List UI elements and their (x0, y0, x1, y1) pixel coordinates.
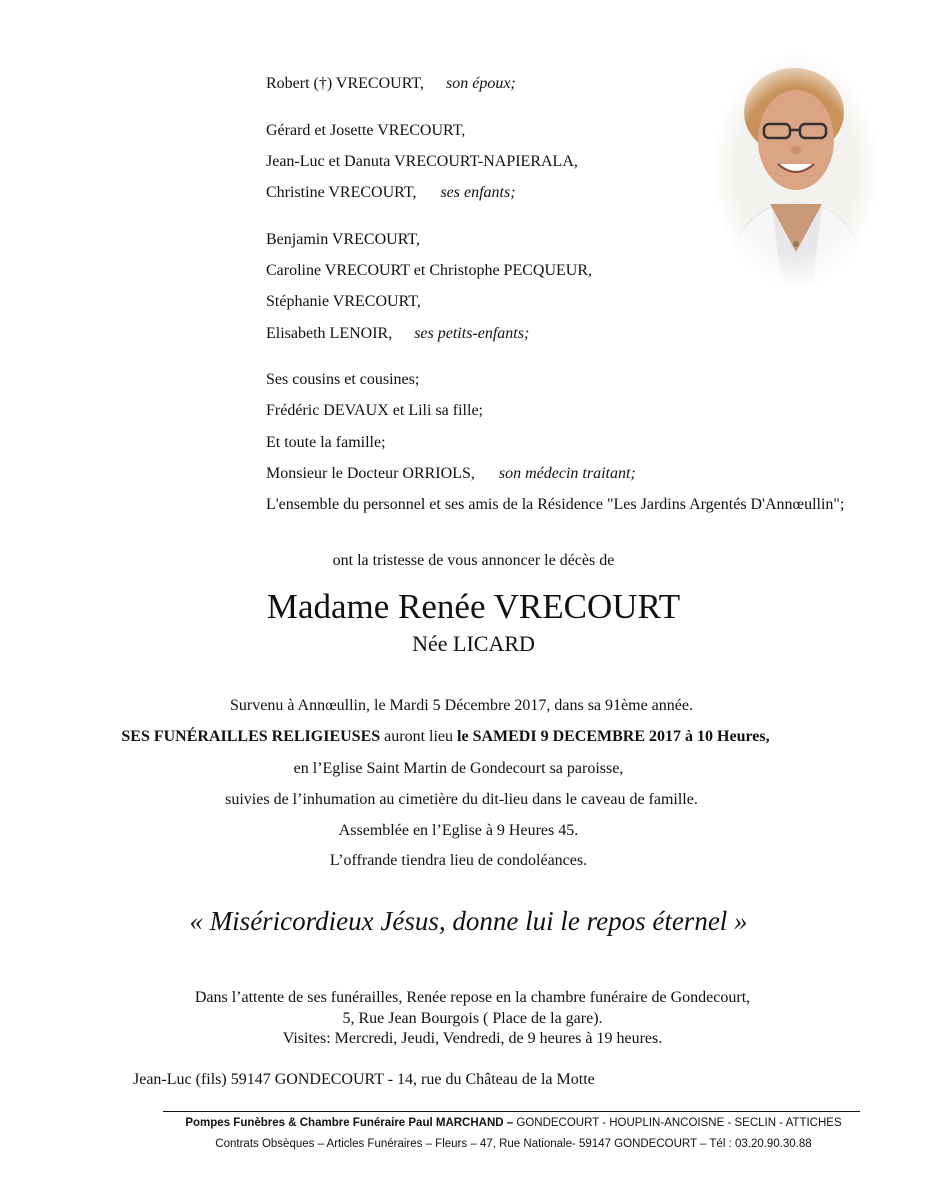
funeral-line (0, 728, 919, 746)
funeral-heading: SES FUNÉRAILLES RELIGIEUSES (121, 728, 381, 745)
visitation-line-1: Dans l’attente de ses funérailles, Renée repose en la chambre funéraire de Gondecourt, (194, 989, 751, 1006)
grandchildren-role: ses petits-enfants; (414, 325, 530, 342)
doctor-role: son médecin traitant; (498, 465, 636, 482)
grandchild-4-line (266, 325, 529, 343)
other-1: Ses cousins et cousines; (266, 371, 420, 388)
church-line: en l’Eglise Saint Martin de Gondecourt sa paroisse, (293, 760, 624, 777)
announcement: ont la tristesse de vous annoncer le décès de (332, 552, 615, 569)
burial-line: suivies de l’inhumation au cimetière du dit-lieu dans le caveau de famille. (225, 791, 698, 808)
assembly-line: Assemblée en l’Eglise à 9 Heures 45. (338, 822, 579, 839)
children-role: ses enfants; (440, 184, 516, 201)
child-3-line (266, 184, 516, 202)
footer-contact: Contrats Obsèques – Articles Funéraires – Fleurs – 47, Rue Nationale- 59147 GONDECOURT – Tél : 03.20.90.30.88 (215, 1138, 812, 1150)
footer-divider (163, 1111, 860, 1112)
spouse-line (266, 75, 516, 93)
deceased-maiden-name: Née LICARD (412, 631, 535, 656)
visitation-line-2: 5, Rue Jean Bourgois ( Place de la gare). (342, 1010, 603, 1027)
footer-company-locations: GONDECOURT - HOUPLIN-ANCOISNE - SECLIN - ATTICHES (513, 1117, 842, 1129)
other-2: Frédéric DEVAUX et Lili sa fille; (266, 402, 483, 419)
spouse-role: son époux; (446, 75, 516, 92)
other-5: L'ensemble du personnel et ses amis de la Résidence "Les Jardins Argentés D'Annœullin"; (266, 496, 845, 513)
deceased-photo (712, 52, 880, 288)
doctor-line (266, 465, 636, 483)
child-2: Jean-Luc et Danuta VRECOURT-NAPIERALA, (266, 153, 578, 170)
grandchild-3: Stéphanie VRECOURT, (266, 293, 421, 310)
grandchild-2: Caroline VRECOURT et Christophe PECQUEUR, (266, 262, 592, 279)
child-3: Christine VRECOURT, (266, 184, 417, 201)
footer-company-name: Pompes Funèbres & Chambre Funéraire Paul MARCHAND – (185, 1117, 514, 1129)
offering-line: L’offrande tiendra lieu de condoléances. (329, 852, 588, 869)
child-1: Gérard et Josette VRECOURT, (266, 122, 466, 139)
spouse-name: Robert (†) VRECOURT, (266, 75, 424, 92)
funeral-connector: auront lieu (380, 728, 458, 745)
death-details: Survenu à Annœullin, le Mardi 5 Décembre 2017, dans sa 91ème année. (230, 697, 693, 714)
other-3: Et toute la famille; (266, 434, 386, 451)
grandchild-1: Benjamin VRECOURT, (266, 231, 420, 248)
funeral-date: le SAMEDI 9 DECEMBRE 2017 à 10 Heures, (457, 728, 770, 745)
prayer-quote: « Miséricordieux Jésus, donne lui le repos éternel » (189, 906, 748, 936)
deceased-name: Madame Renée VRECOURT (266, 587, 681, 626)
contact-line: Jean-Luc (fils) 59147 GONDECOURT - 14, rue du Château de la Motte (133, 1071, 595, 1088)
grandchild-4: Elisabeth LENOIR, (266, 325, 393, 342)
portrait-image (712, 52, 880, 288)
visitation-line-3: Visites: Mercredi, Jeudi, Vendredi, de 9 heures à 19 heures. (282, 1030, 663, 1047)
footer-company (40, 1117, 947, 1129)
doctor-name: Monsieur le Docteur ORRIOLS, (266, 465, 475, 482)
